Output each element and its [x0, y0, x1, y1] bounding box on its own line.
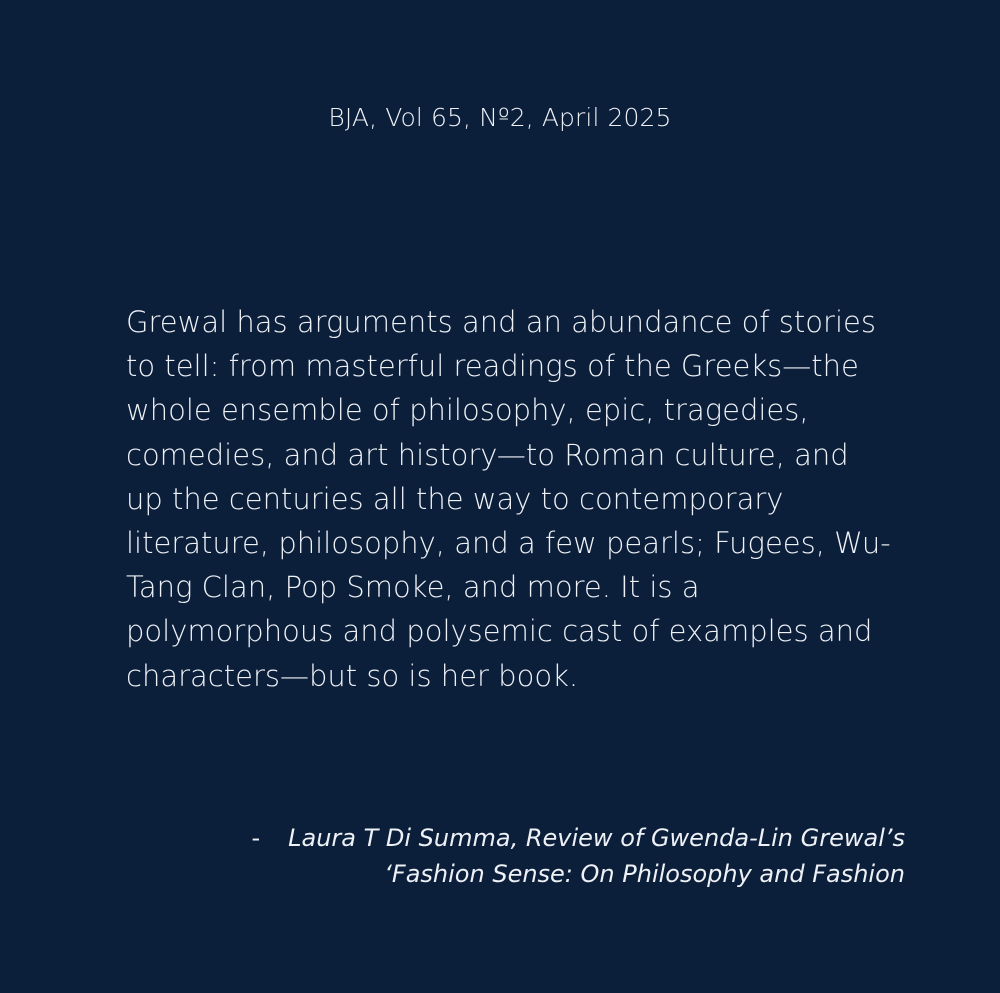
quote-line: Tang Clan, Pop Smoke, and more. It is a — [126, 570, 700, 605]
quote-line: literature, philosophy, and a few pearls; Fugees, Wu- — [126, 526, 891, 561]
quote-line: whole ensemble of philosophy, epic, tragedies, — [126, 393, 809, 428]
attribution-line-2: ‘Fashion Sense: On Philosophy and Fashion — [384, 860, 905, 888]
quote-line: Grewal has arguments and an abundance of stories — [126, 305, 876, 339]
quote-line: characters—but so is her book. — [126, 658, 579, 693]
quote-line: up the centuries all the way to contemporary — [126, 481, 784, 516]
attribution-author: Laura T Di Summa, Review of Gwenda-Lin Grewal’s — [288, 824, 905, 852]
quote-line: polymorphous and polysemic cast of examples and — [126, 614, 873, 649]
attribution — [205, 820, 905, 892]
quote-line: to tell: from masterful readings of the Greeks—the — [126, 349, 859, 384]
journal-citation: BJA, Vol 65, Nº2, April 2025 — [328, 103, 672, 132]
attribution-dash: - — [251, 824, 261, 852]
quote-line: comedies, and art history—to Roman culture, and — [126, 437, 849, 472]
review-quote — [126, 300, 891, 698]
attribution-line-1 — [205, 820, 905, 856]
